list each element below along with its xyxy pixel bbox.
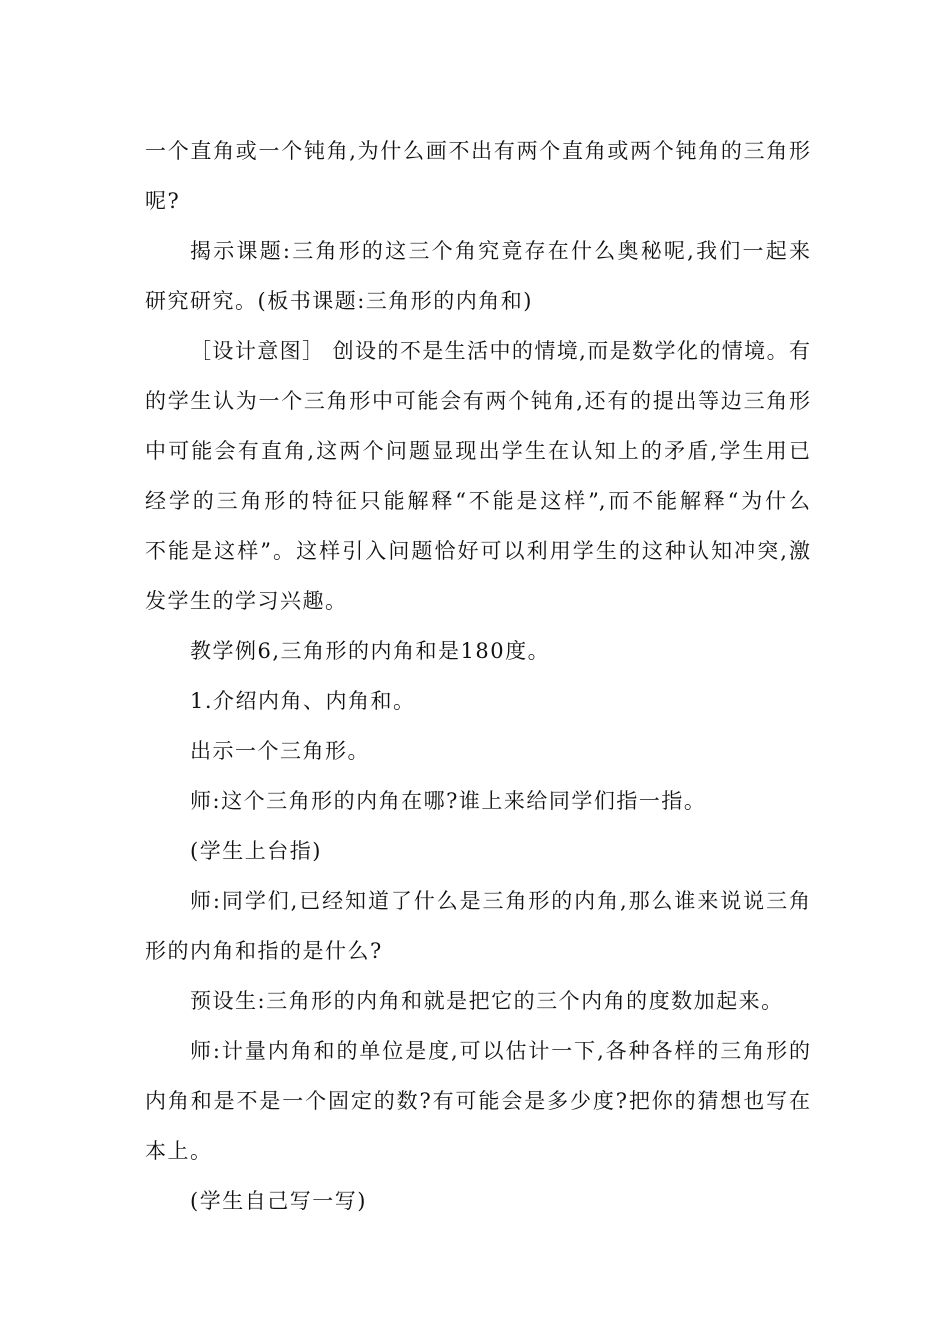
text-line: 内角和是不是一个固定的数?有可能会是多少度?把你的猜想也写在 [145, 1089, 810, 1113]
text-line: 一个直角或一个钝角,为什么画不出有两个直角或两个钝角的三角形 [145, 139, 810, 163]
text-line: 的学生认为一个三角形中可能会有两个钝角,还有的提出等边三角形 [145, 389, 810, 413]
teacher-line: 师:这个三角形的内角在哪?谁上来给同学们指一指。 [190, 789, 707, 813]
text-line: 本上。 [145, 1139, 213, 1163]
paragraph-first-line: 揭示课题:三角形的这三个角究竟存在什么奥秘呢,我们一起来 [190, 239, 810, 263]
text-line: 发学生的学习兴趣。 [145, 589, 348, 613]
design-intent-paragraph: ［设计意图］ 创设的不是生活中的情境,而是数学化的情境。有 [190, 339, 810, 363]
text-line: 不能是这样”。这样引入问题恰好可以利用学生的这种认知冲突,激 [145, 539, 810, 563]
student-action-line: (学生上台指) [190, 839, 322, 863]
text-line: 研究研究。(板书课题:三角形的内角和) [145, 289, 533, 313]
text-line: 经学的三角形的特征只能解释“不能是这样”,而不能解释“为什么 [145, 489, 810, 513]
text-line: 呢? [145, 189, 181, 213]
example-heading: 教学例6,三角形的内角和是180度。 [190, 639, 551, 663]
student-line: 预设生:三角形的内角和就是把它的三个内角的度数加起来。 [190, 989, 784, 1013]
teacher-line: 师:计量内角和的单位是度,可以估计一下,各种各样的三角形的 [190, 1039, 810, 1063]
text-line: 中可能会有直角,这两个问题显现出学生在认知上的矛盾,学生用已 [145, 439, 810, 463]
teacher-line: 师:同学们,已经知道了什么是三角形的内角,那么谁来说说三角 [190, 889, 810, 913]
text-line: 形的内角和指的是什么? [145, 939, 383, 963]
student-action-line: (学生自己写一写) [190, 1189, 367, 1213]
paragraph-line: 出示一个三角形。 [190, 739, 370, 763]
section-item-1: 1.介绍内角、内角和。 [190, 689, 416, 713]
